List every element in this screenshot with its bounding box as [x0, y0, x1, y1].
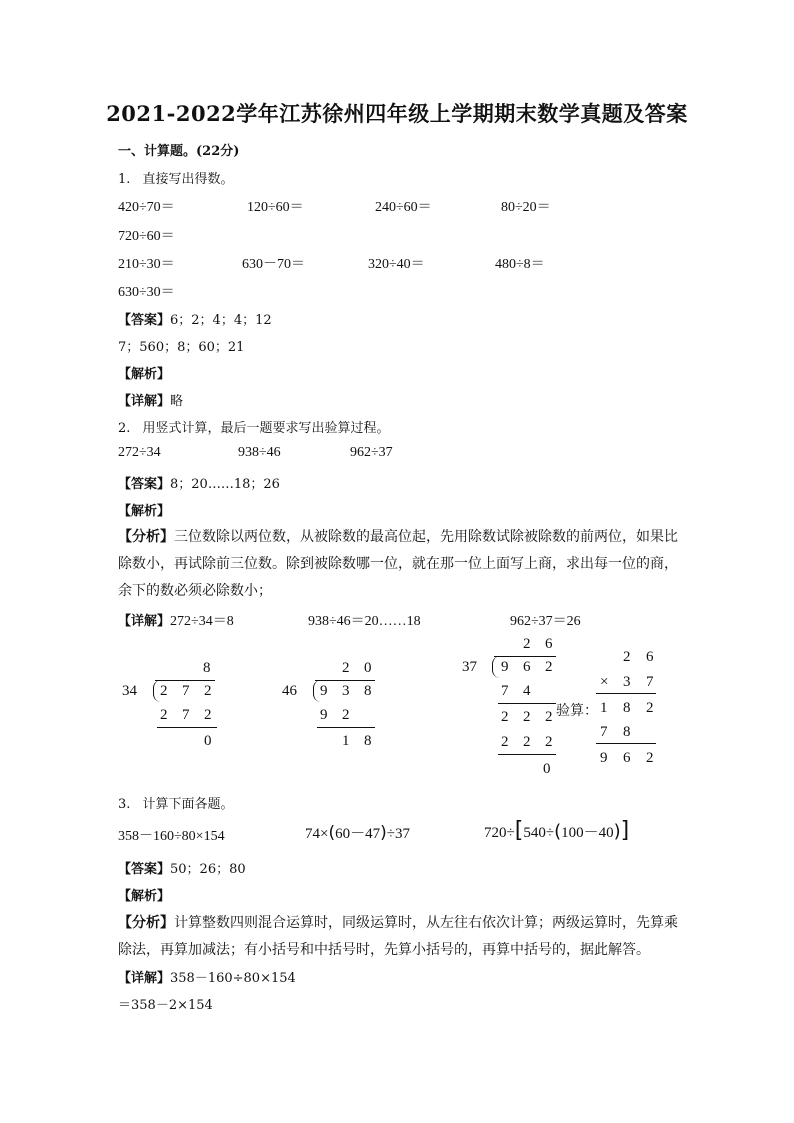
division-bar [155, 680, 215, 681]
q1-header [118, 168, 234, 187]
section-heading: 一、计算题。(22分) [118, 144, 240, 159]
times-sign: × [600, 674, 609, 690]
q1-item: 630－70＝ [242, 257, 305, 272]
q3-analysis-label: 【解析】 [118, 889, 171, 904]
multiplication-line [596, 693, 656, 694]
q2-prompt: 用竖式计算，最后一题要求写出验算过程。 [142, 421, 390, 436]
division-bracket [492, 656, 501, 678]
result-digit: 2 [646, 750, 654, 766]
fenxi-label: 【分析】 [118, 529, 174, 545]
q3-expression: 358－160÷80×154 [118, 829, 225, 844]
bracket-close: ] [620, 818, 630, 843]
paren-close: ) [380, 823, 387, 843]
product-digit: 7 [182, 707, 190, 723]
dividend-digit: 2 [204, 683, 212, 699]
detail-text: 略 [170, 394, 184, 409]
q1-analysis-label: 【解析】 [118, 367, 171, 382]
detail-label: 【详解】 [118, 394, 171, 409]
partial-digit: 2 [501, 709, 509, 725]
remainder: 0 [204, 733, 212, 749]
product-digit: 2 [204, 707, 212, 723]
q1-number: 1. [118, 172, 131, 187]
detail-label: 【详解】 [118, 971, 171, 986]
subtraction-line [317, 727, 375, 728]
product-digit: 4 [523, 683, 531, 699]
division-bar [494, 656, 556, 657]
result-digit: 6 [623, 750, 631, 766]
detail-eq: 272÷34＝8 [170, 614, 234, 629]
dividend-digit: 6 [523, 659, 531, 675]
q1-item: 210÷30＝ [118, 257, 175, 272]
product-digit: 2 [523, 734, 531, 750]
expr-part: 100－40 [561, 825, 614, 841]
partial-digit: 2 [523, 709, 531, 725]
q2-header [118, 417, 390, 436]
detail-eq: 962÷37＝26 [510, 614, 581, 629]
q2-fenxi [118, 526, 678, 546]
multiplier-digit: 3 [623, 674, 631, 690]
expr-part: 540÷ [523, 825, 555, 841]
divisor: 46 [282, 683, 297, 699]
check-label: 验算： [556, 703, 598, 719]
quotient-digit: 6 [545, 636, 553, 652]
detail-label: 【详解】 [118, 614, 171, 629]
quotient-digit: 0 [364, 660, 372, 676]
expr-part: 720÷ [484, 825, 515, 841]
q1-detail [118, 390, 183, 409]
dividend-digit: 8 [364, 683, 372, 699]
q3-fenxi [118, 912, 678, 932]
q2-detail [118, 610, 234, 630]
q1-prompt: 直接写出得数。 [142, 172, 234, 187]
expr-part: 74× [305, 826, 329, 842]
fenxi-text: 三位数除以两位数，从被除数的最高位起，先用除数试除被除数的前两位，如果比 [174, 529, 678, 545]
expr-part: ÷37 [386, 826, 410, 842]
dividend-digit: 3 [342, 683, 350, 699]
dividend-digit: 2 [160, 683, 168, 699]
q3-detail [118, 967, 296, 986]
multiplicand-digit: 2 [623, 649, 631, 665]
product-digit: 2 [545, 734, 553, 750]
answer-text: 6；2；4；4；12 [170, 313, 272, 328]
product-digit: 2 [342, 707, 350, 723]
answer-label: 【答案】 [118, 477, 171, 492]
product-digit: 2 [160, 707, 168, 723]
paren-close: ) [613, 821, 621, 842]
q2-fenxi-line: 余下的数必须必除数小； [118, 583, 272, 599]
partial-product-digit: 7 [600, 724, 608, 740]
dividend-digit: 9 [501, 659, 509, 675]
quotient-digit: 2 [523, 636, 531, 652]
remainder-digit: 1 [342, 733, 350, 749]
q3-answer [118, 858, 246, 877]
expr-part: 60－47 [335, 826, 381, 842]
product-digit: 9 [320, 707, 328, 723]
q1-answer [118, 309, 272, 328]
subtraction-line [498, 703, 556, 704]
q3-header [118, 793, 234, 812]
multiplier-digit: 7 [646, 674, 654, 690]
divisor: 34 [122, 683, 137, 699]
q3-expression [484, 818, 629, 843]
quotient-digit: 8 [203, 660, 211, 676]
answer-label: 【答案】 [118, 313, 171, 328]
subtraction-line [498, 754, 556, 755]
answer-label: 【答案】 [118, 862, 171, 877]
q2-problem: 272÷34 [118, 445, 161, 460]
q1-item: 80÷20＝ [501, 200, 551, 215]
q1-item: 240÷60＝ [375, 200, 432, 215]
q1-item: 720÷60＝ [118, 229, 175, 244]
answer-text: 50；26；80 [170, 862, 246, 877]
q3-number: 3. [118, 797, 131, 812]
multiplicand-digit: 6 [646, 649, 654, 665]
partial-product-digit: 1 [600, 700, 608, 716]
bracket-open: [ [514, 818, 524, 843]
dividend-digit: 9 [320, 683, 328, 699]
answer-text: 8；20……18；26 [170, 477, 280, 492]
divisor: 37 [462, 659, 477, 675]
dividend-digit: 2 [545, 659, 553, 675]
partial-digit: 2 [545, 709, 553, 725]
detail-text: 358－160÷80×154 [170, 971, 296, 986]
page-title: 2021-2022学年江苏徐州四年级上学期期末数学真题及答案 [106, 101, 688, 126]
q2-problem: 962÷37 [350, 445, 393, 460]
q2-answer [118, 473, 280, 492]
q3-prompt: 计算下面各题。 [142, 797, 234, 812]
fenxi-label: 【分析】 [118, 915, 174, 931]
q3-detail-line: ＝358－2×154 [118, 998, 213, 1013]
product-digit: 7 [501, 683, 509, 699]
q1-item: 630÷30＝ [118, 285, 175, 300]
paren-open: ( [328, 823, 336, 843]
sum-line [596, 743, 656, 744]
partial-product-digit: 8 [623, 724, 631, 740]
q2-fenxi-line: 除数小，再试除前三位数。除到被除数哪一位，就在那一位上面写上商，求出每一位的商， [118, 556, 678, 572]
q1-item: 420÷70＝ [118, 200, 175, 215]
q3-expression [305, 822, 410, 843]
fenxi-text: 计算整数四则混合运算时，同级运算时，从左往右依次计算；两级运算时，先算乘 [174, 915, 678, 931]
q1-item: 320÷40＝ [368, 257, 425, 272]
dividend-digit: 7 [182, 683, 190, 699]
product-digit: 2 [501, 734, 509, 750]
q2-problem: 938÷46 [238, 445, 281, 460]
q1-item: 120÷60＝ [247, 200, 304, 215]
division-bar [315, 680, 375, 681]
partial-product-digit: 2 [646, 700, 654, 716]
result-digit: 9 [600, 750, 608, 766]
q1-item: 480÷8＝ [495, 257, 545, 272]
remainder-digit: 8 [364, 733, 372, 749]
q2-number: 2. [118, 421, 131, 436]
q1-answer-cont: 7；560；8；60；21 [118, 340, 245, 355]
quotient-digit: 2 [342, 660, 350, 676]
paren-open: ( [554, 821, 562, 842]
q2-analysis-label: 【解析】 [118, 504, 171, 519]
remainder: 0 [543, 761, 551, 777]
q3-fenxi-line: 除法，再算加减法；有小括号和中括号时，先算小括号的，再算中括号的，据此解答。 [118, 942, 650, 958]
partial-product-digit: 8 [623, 700, 631, 716]
subtraction-line [157, 727, 217, 728]
detail-eq: 938÷46＝20……18 [308, 614, 421, 629]
